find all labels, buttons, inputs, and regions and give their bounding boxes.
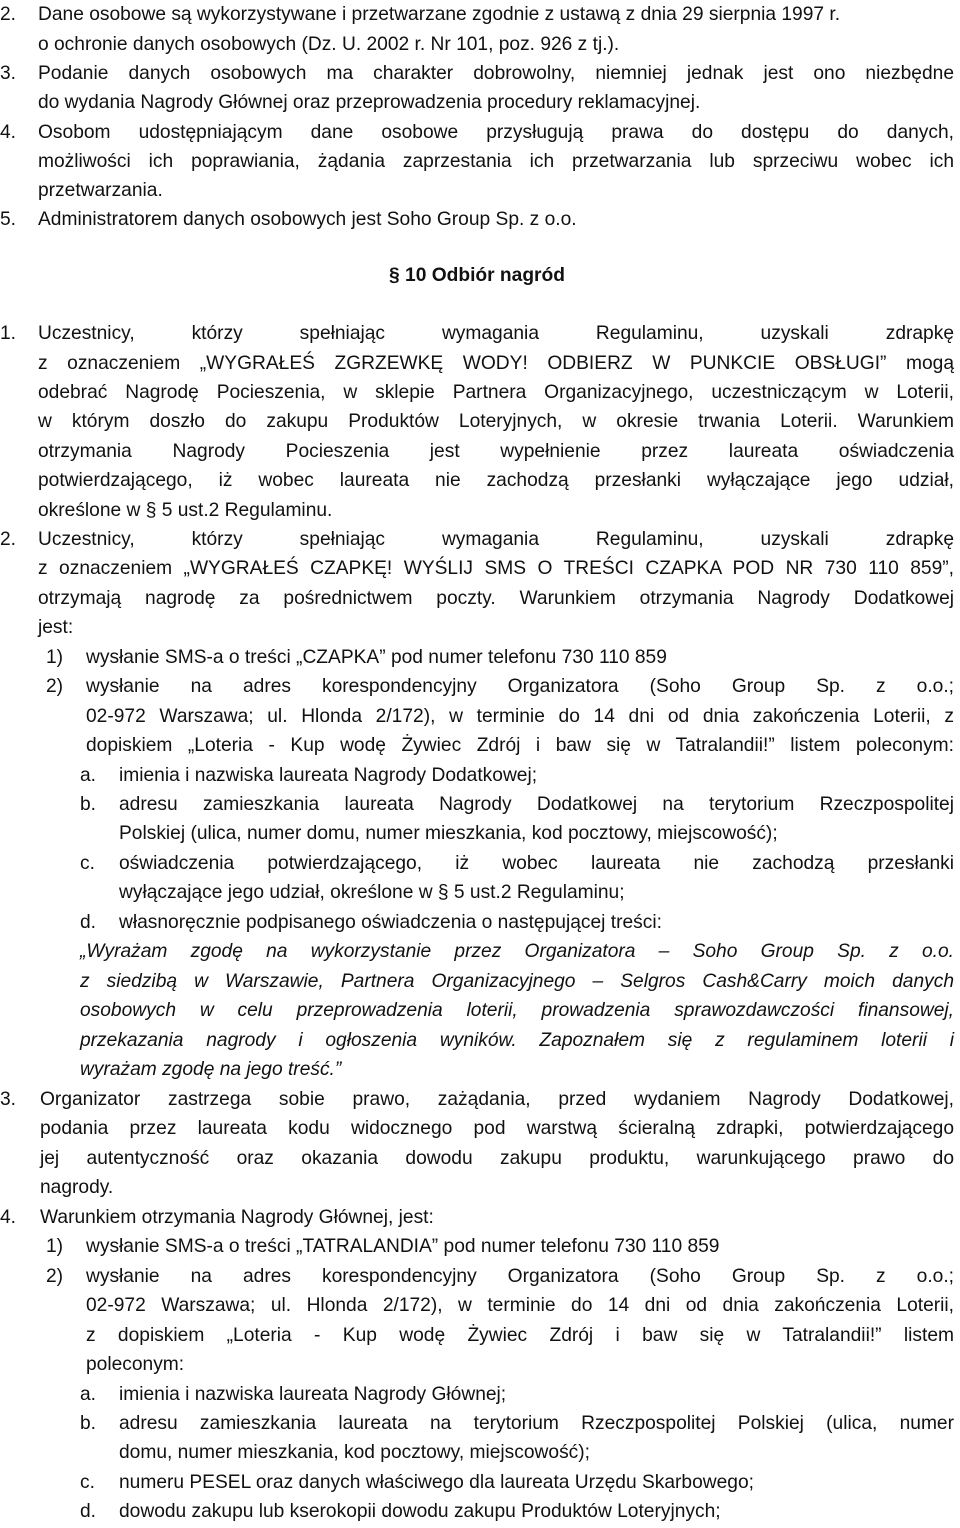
- list-number: d.: [80, 912, 97, 933]
- text-line: [0, 1117, 954, 1141]
- text-line: [0, 557, 954, 581]
- list-number: 3.: [0, 1089, 17, 1110]
- line-text: z oznaczeniem „WYGRAŁEŚ CZAPKĘ! WYŚLIJ SMS O TREŚCI CZAPKA POD NR 730 110 859”,: [38, 558, 954, 579]
- text-line: [0, 1029, 954, 1053]
- text-line: [0, 1147, 954, 1171]
- list-number: c.: [80, 853, 95, 874]
- line-text: Uczestnicy, którzy spełniając wymagania Regulaminu, uzyskali zdrapkę: [38, 323, 954, 344]
- list-number: 2.: [0, 529, 17, 550]
- text-line: [0, 440, 954, 464]
- line-text: Osobom udostępniającym dane osobowe przysługują prawa do dostępu do danych,: [38, 122, 954, 143]
- line-text: oświadczenia potwierdzającego, iż wobec laureata nie zachodzą przesłanki: [119, 853, 954, 874]
- list-number: 1.: [0, 323, 17, 344]
- list-number: 2): [46, 1266, 64, 1287]
- line-text: nagrody.: [40, 1177, 114, 1198]
- text-line: [0, 410, 954, 434]
- text-line: [0, 764, 954, 788]
- line-text: Uczestnicy, którzy spełniając wymagania Regulaminu, uzyskali zdrapkę: [38, 529, 954, 550]
- text-line: [0, 1206, 954, 1230]
- list-number: b.: [80, 1413, 97, 1434]
- list-number: d.: [80, 1501, 97, 1522]
- text-line: [0, 1235, 954, 1259]
- line-text: w którym doszło do zakupu Produktów Loteryjnych, w okresie trwania Loterii. Warunkiem: [38, 411, 954, 432]
- text-line: [0, 1471, 954, 1495]
- text-line: [0, 1176, 954, 1200]
- text-line: [0, 62, 954, 86]
- line-text: podania przez laureata kodu widocznego pod warstwą ścieralną zdrapki, potwierdzającego: [40, 1118, 954, 1139]
- text-line: [0, 970, 954, 994]
- line-text: Podanie danych osobowych ma charakter dobrowolny, niemniej jednak jest ono niezbędne: [38, 63, 954, 84]
- text-line: [0, 911, 954, 935]
- text-line: [0, 528, 954, 552]
- line-text: możliwości ich poprawiania, żądania zaprzestania ich przetwarzania lub sprzeciwu wobec ich: [38, 151, 954, 172]
- line-text: numeru PESEL oraz danych właściwego dla laureata Urzędu Skarbowego;: [119, 1472, 754, 1493]
- line-text: 02-972 Warszawa; ul. Hlonda 2/172), w terminie do 14 dni od dnia zakończenia Loterii,: [86, 1295, 954, 1316]
- text-line: [0, 381, 954, 405]
- line-text: z siedzibą w Warszawie, Partnera Organizacyjnego – Selgros Cash&Carry moich danych: [80, 971, 954, 992]
- text-line: [0, 881, 954, 905]
- list-number: 5.: [0, 209, 17, 230]
- line-text: poleconym:: [86, 1354, 185, 1375]
- text-line: [0, 3, 954, 27]
- line-text: Polskiej (ulica, numer domu, numer mieszkania, kod pocztowy, miejscowość);: [119, 823, 778, 844]
- line-text: wysłanie na adres korespondencyjny Organizatora (Soho Group Sp. z o.o.;: [86, 676, 954, 697]
- text-line: [0, 322, 954, 346]
- line-text: „Wyrażam zgodę na wykorzystanie przez Organizatora – Soho Group Sp. z o.o.: [80, 941, 954, 962]
- list-number: b.: [80, 794, 97, 815]
- line-text: odebrać Nagrodę Pocieszenia, w sklepie Partnera Organizacyjnego, uczestniczącym w Loterii,: [38, 382, 954, 403]
- text-line: [0, 1500, 954, 1524]
- text-line: [0, 587, 954, 611]
- line-text: adresu zamieszkania laureata Nagrody Dodatkowej na terytorium Rzeczpospolitej: [119, 794, 954, 815]
- line-text: imienia i nazwiska laureata Nagrody Dodatkowej;: [119, 765, 538, 786]
- list-number: 4.: [0, 122, 17, 143]
- list-number: 4.: [0, 1207, 17, 1228]
- list-number: 1): [46, 1236, 64, 1257]
- line-text: do wydania Nagrody Głównej oraz przeprowadzenia procedury reklamacyjnej.: [38, 92, 701, 113]
- text-line: [0, 646, 954, 670]
- text-line: [0, 469, 954, 493]
- line-text: własnoręcznie podpisanego oświadczenia o następującej treści:: [119, 912, 662, 933]
- text-line: [0, 1088, 954, 1112]
- line-text: 02-972 Warszawa; ul. Hlonda 2/172), w terminie do 14 dni od dnia zakończenia Loterii, z: [86, 706, 954, 727]
- text-line: [0, 999, 954, 1023]
- text-line: [0, 822, 954, 846]
- line-text: wyrażam zgodę na jego treść.”: [80, 1059, 342, 1080]
- text-line: [0, 793, 954, 817]
- text-line: [0, 616, 954, 640]
- text-line: [0, 734, 954, 758]
- section-heading: [0, 264, 954, 288]
- line-text: § 10 Odbiór nagród: [389, 265, 565, 286]
- line-text: domu, numer mieszkania, kod pocztowy, miejscowość);: [119, 1442, 590, 1463]
- text-line: [0, 1324, 954, 1348]
- line-text: adresu zamieszkania laureata na terytorium Rzeczpospolitej Polskiej (ulica, numer: [119, 1413, 954, 1434]
- line-text: o ochronie danych osobowych (Dz. U. 2002 r. Nr 101, poz. 926 z tj.).: [38, 34, 620, 55]
- text-line: [0, 1265, 954, 1289]
- text-line: [0, 940, 954, 964]
- line-text: z dopiskiem „Loteria - Kup wodę Żywiec Zdrój i baw się w Tatralandii!” listem: [86, 1325, 954, 1346]
- line-text: wysłanie SMS-a o treści „TATRALANDIA” pod numer telefonu 730 110 859: [86, 1236, 720, 1257]
- line-text: wysłanie na adres korespondencyjny Organizatora (Soho Group Sp. z o.o.;: [86, 1266, 954, 1287]
- line-text: jej autentyczność oraz okazania dowodu zakupu produktu, warunkującego prawo do: [40, 1148, 954, 1169]
- list-number: 3.: [0, 63, 17, 84]
- text-line: [0, 91, 954, 115]
- text-line: [0, 179, 954, 203]
- list-number: 2): [46, 676, 64, 697]
- list-number: 2.: [0, 4, 17, 25]
- line-text: z oznaczeniem „WYGRAŁEŚ ZGRZEWKĘ WODY! ODBIERZ W PUNKCIE OBSŁUGI” mogą: [38, 353, 954, 374]
- line-text: określone w § 5 ust.2 Regulaminu.: [38, 500, 333, 521]
- text-line: [0, 1353, 954, 1377]
- line-text: Administratorem danych osobowych jest Soho Group Sp. z o.o.: [38, 209, 577, 230]
- list-number: c.: [80, 1472, 95, 1493]
- line-text: Warunkiem otrzymania Nagrody Głównej, jest:: [40, 1207, 434, 1228]
- text-line: [0, 1058, 954, 1082]
- line-text: imienia i nazwiska laureata Nagrody Głównej;: [119, 1384, 507, 1405]
- line-text: dowodu zakupu lub kserokopii dowodu zakupu Produktów Loteryjnych;: [119, 1501, 721, 1522]
- list-number: 1): [46, 647, 64, 668]
- text-line: [0, 499, 954, 523]
- line-text: Organizator zastrzega sobie prawo, zażądania, przed wydaniem Nagrody Dodatkowej,: [40, 1089, 954, 1110]
- text-line: [0, 1383, 954, 1407]
- text-line: [0, 1412, 954, 1436]
- line-text: przekazania nagrody i ogłoszenia wyników. Zapoznałem się z regulaminem loterii i: [80, 1030, 954, 1051]
- line-text: potwierdzającego, iż wobec laureata nie zachodzą przesłanki wyłączające jego udział,: [38, 470, 954, 491]
- text-line: [0, 705, 954, 729]
- text-line: [0, 121, 954, 145]
- line-text: otrzymania Nagrody Pocieszenia jest wypełnienie przez laureata oświadczenia: [38, 441, 954, 462]
- line-text: osobowych w celu przeprowadzenia loterii, prowadzenia sprawozdawczości finansowej,: [80, 1000, 954, 1021]
- text-line: [0, 352, 954, 376]
- text-line: [0, 675, 954, 699]
- line-text: otrzymają nagrodę za pośrednictwem poczty. Warunkiem otrzymania Nagrody Dodatkowej: [38, 588, 954, 609]
- text-line: [0, 33, 954, 57]
- text-line: [0, 208, 954, 232]
- text-line: [0, 852, 954, 876]
- list-number: a.: [80, 1384, 97, 1405]
- text-line: [0, 150, 954, 174]
- line-text: wysłanie SMS-a o treści „CZAPKA” pod numer telefonu 730 110 859: [86, 647, 667, 668]
- line-text: przetwarzania.: [38, 180, 163, 201]
- line-text: dopiskiem „Loteria - Kup wodę Żywiec Zdrój i baw się w Tatralandii!” listem poleconym:: [86, 735, 954, 756]
- line-text: wyłączające jego udział, określone w § 5 ust.2 Regulaminu;: [119, 882, 625, 903]
- list-number: a.: [80, 765, 97, 786]
- text-line: [0, 1441, 954, 1465]
- line-text: jest:: [38, 617, 74, 638]
- text-line: [0, 1294, 954, 1318]
- line-text: Dane osobowe są wykorzystywane i przetwarzane zgodnie z ustawą z dnia 29 sierpnia 1997 r.: [38, 4, 841, 25]
